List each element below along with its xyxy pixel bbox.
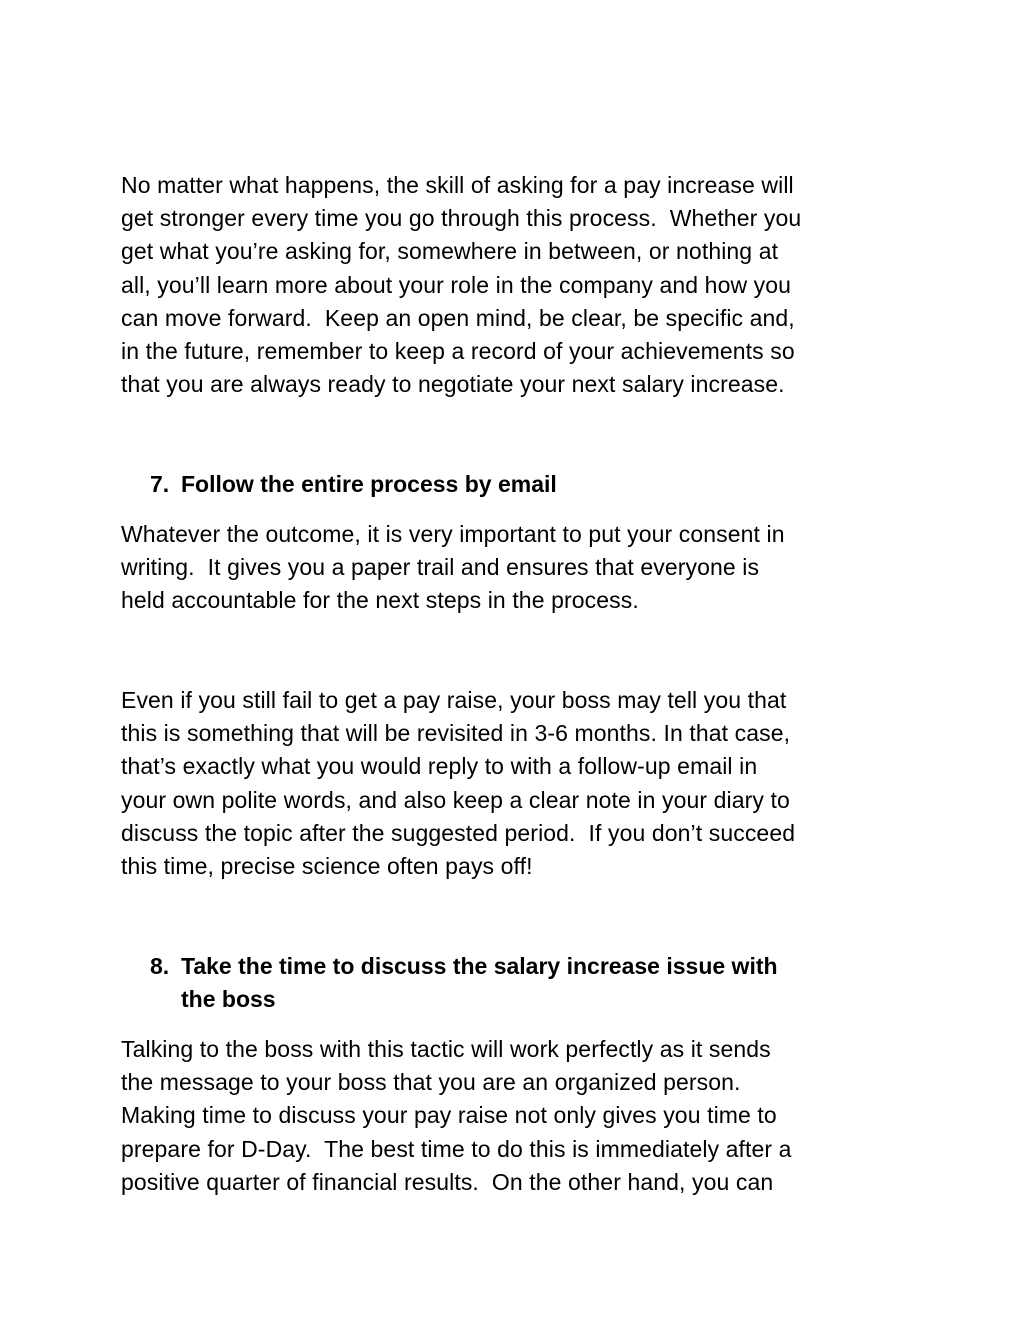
- text-line: all, you’ll learn more about your role in the company and how you: [121, 271, 792, 298]
- section-number: 8.: [150, 953, 170, 979]
- text-line: the message to your boss that you are an organized person.: [121, 1069, 741, 1096]
- text-line: discuss the topic after the suggested period. If you don’t succeed: [121, 819, 796, 846]
- text-line: Even if you still fail to get a pay raise, your boss may tell you that: [121, 687, 787, 713]
- section-title: Take the time to discuss the salary increase issue with: [181, 953, 778, 979]
- text-line: that you are always ready to negotiate your next salary increase.: [121, 371, 785, 398]
- text-line: positive quarter of financial results. On the other hand, you can: [121, 1168, 774, 1195]
- text-line: this time, precise science often pays off!: [121, 853, 533, 880]
- section-heading-7: [150, 468, 910, 501]
- paragraph-discuss-with-boss: [121, 1033, 911, 1199]
- text-line: get what you’re asking for, somewhere in between, or nothing at: [121, 238, 779, 265]
- text-line: Whatever the outcome, it is very important to put your consent in: [121, 521, 785, 547]
- text-line: Talking to the boss with this tactic will work perfectly as it sends: [121, 1036, 771, 1062]
- text-line: this is something that will be revisited in 3-6 months. In that case,: [121, 720, 791, 747]
- paragraph-outcome: [121, 169, 911, 401]
- paragraph-follow-up: [121, 684, 911, 883]
- section-title: Follow the entire process by email: [181, 471, 557, 497]
- text-line: No matter what happens, the skill of asking for a pay increase will: [121, 172, 794, 198]
- text-line: get stronger every time you go through this process. Whether you: [121, 205, 802, 232]
- text-line: that’s exactly what you would reply to with a follow-up email in: [121, 753, 758, 780]
- text-line: can move forward. Keep an open mind, be clear, be specific and,: [121, 304, 795, 331]
- text-line: writing. It gives you a paper trail and ensures that everyone is: [121, 554, 760, 581]
- section-heading-8: [150, 950, 910, 1016]
- text-line: in the future, remember to keep a record of your achievements so: [121, 338, 795, 365]
- text-line: Making time to discuss your pay raise not only gives you time to: [121, 1102, 777, 1129]
- section-number: 7.: [150, 471, 170, 497]
- text-line: your own polite words, and also keep a clear note in your diary to: [121, 786, 790, 813]
- section-title-continuation: the boss: [181, 986, 276, 1012]
- text-line: held accountable for the next steps in the process.: [121, 587, 639, 614]
- paragraph-email-consent: [121, 518, 911, 618]
- text-line: prepare for D-Day. The best time to do this is immediately after a: [121, 1135, 792, 1162]
